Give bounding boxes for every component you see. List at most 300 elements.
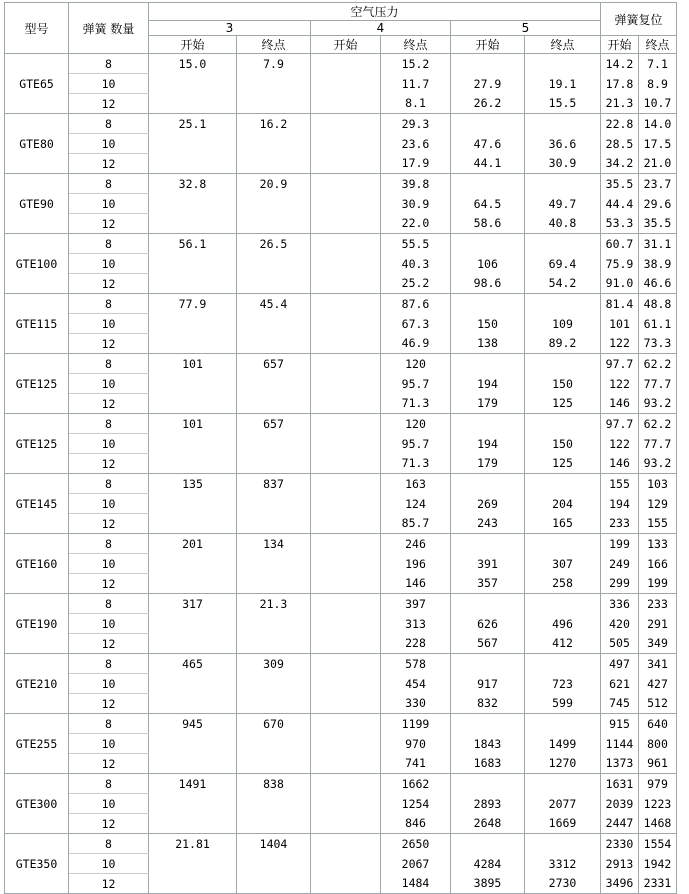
- spring-count-cell: 8: [69, 534, 149, 554]
- p4-start-cell: [311, 114, 381, 134]
- table-row: [5, 314, 677, 334]
- return-end-cell: 77.7: [639, 374, 677, 394]
- p3-start-cell: [149, 734, 237, 754]
- p4-end-cell: 17.9: [381, 154, 451, 174]
- p5-start-cell: 44.1: [451, 154, 525, 174]
- p4-start-cell: [311, 94, 381, 114]
- return-end-cell: 35.5: [639, 214, 677, 234]
- p3-start-cell: [149, 134, 237, 154]
- p3-start-cell: [149, 434, 237, 454]
- p5-end-cell: 723: [525, 674, 601, 694]
- spring-count-cell: 12: [69, 454, 149, 474]
- spring-count-cell: 8: [69, 54, 149, 74]
- return-end-cell: 14.0: [639, 114, 677, 134]
- p4-start-cell: [311, 654, 381, 674]
- p3-start-cell: [149, 94, 237, 114]
- p4-start-cell: [311, 514, 381, 534]
- p3-start-cell: 25.1: [149, 114, 237, 134]
- p4-end-cell: 196: [381, 554, 451, 574]
- p4-start-cell: [311, 594, 381, 614]
- table-row: [5, 254, 677, 274]
- return-start-cell: 75.9: [601, 254, 639, 274]
- p3-end-cell: [237, 394, 311, 414]
- return-start-cell: 420: [601, 614, 639, 634]
- model-cell: GTE100: [5, 234, 69, 294]
- p3-end-cell: [237, 74, 311, 94]
- table-row: [5, 334, 677, 354]
- p5-end-cell: 1270: [525, 754, 601, 774]
- return-start-cell: 336: [601, 594, 639, 614]
- p4-start-cell: [311, 734, 381, 754]
- p3-end-cell: 7.9: [237, 54, 311, 74]
- return-end-cell: 46.6: [639, 274, 677, 294]
- p4-start-cell: [311, 174, 381, 194]
- p4-end-cell: 1199: [381, 714, 451, 734]
- table-row: [5, 494, 677, 514]
- return-end-cell: 48.8: [639, 294, 677, 314]
- p3-end-cell: [237, 214, 311, 234]
- return-end-cell: 349: [639, 634, 677, 654]
- header-pressure-4: 4: [311, 21, 451, 36]
- return-start-cell: 1373: [601, 754, 639, 774]
- return-start-cell: 97.7: [601, 414, 639, 434]
- p5-end-cell: [525, 414, 601, 434]
- p4-end-cell: 330: [381, 694, 451, 714]
- p5-end-cell: 125: [525, 394, 601, 414]
- return-end-cell: 73.3: [639, 334, 677, 354]
- p5-start-cell: [451, 294, 525, 314]
- table-row: [5, 74, 677, 94]
- p4-start-cell: [311, 774, 381, 794]
- model-cell: GTE125: [5, 354, 69, 414]
- p3-start-cell: [149, 874, 237, 894]
- p3-start-cell: [149, 374, 237, 394]
- return-end-cell: 2331: [639, 874, 677, 894]
- header-return-start: 开始: [601, 36, 639, 54]
- p3-end-cell: 657: [237, 354, 311, 374]
- p5-start-cell: 150: [451, 314, 525, 334]
- p4-end-cell: 163: [381, 474, 451, 494]
- table-row: [5, 774, 677, 794]
- p4-end-cell: 228: [381, 634, 451, 654]
- p5-end-cell: [525, 114, 601, 134]
- return-start-cell: 2447: [601, 814, 639, 834]
- p3-start-cell: [149, 514, 237, 534]
- p5-end-cell: [525, 354, 601, 374]
- p5-start-cell: [451, 414, 525, 434]
- p4-start-cell: [311, 494, 381, 514]
- model-cell: GTE65: [5, 54, 69, 114]
- spring-count-cell: 10: [69, 134, 149, 154]
- p3-end-cell: 838: [237, 774, 311, 794]
- return-start-cell: 122: [601, 374, 639, 394]
- p4-end-cell: 25.2: [381, 274, 451, 294]
- p4-end-cell: 85.7: [381, 514, 451, 534]
- return-end-cell: 77.7: [639, 434, 677, 454]
- p3-start-cell: 465: [149, 654, 237, 674]
- p5-start-cell: 194: [451, 374, 525, 394]
- return-start-cell: 122: [601, 334, 639, 354]
- p5-end-cell: 54.2: [525, 274, 601, 294]
- p3-start-cell: [149, 814, 237, 834]
- p5-start-cell: 2648: [451, 814, 525, 834]
- return-start-cell: 745: [601, 694, 639, 714]
- return-end-cell: 1942: [639, 854, 677, 874]
- return-end-cell: 62.2: [639, 414, 677, 434]
- table-row: [5, 114, 677, 134]
- return-start-cell: 14.2: [601, 54, 639, 74]
- header-p5-end: 终点: [525, 36, 601, 54]
- p5-end-cell: [525, 294, 601, 314]
- spec-table-body: [5, 54, 677, 894]
- spec-table-container: [4, 2, 677, 894]
- p3-start-cell: [149, 254, 237, 274]
- return-start-cell: 621: [601, 674, 639, 694]
- p4-start-cell: [311, 354, 381, 374]
- p3-start-cell: [149, 574, 237, 594]
- table-row: [5, 574, 677, 594]
- p5-start-cell: 1683: [451, 754, 525, 774]
- p3-start-cell: [149, 554, 237, 574]
- return-end-cell: 427: [639, 674, 677, 694]
- spring-count-cell: 10: [69, 494, 149, 514]
- p5-start-cell: 179: [451, 454, 525, 474]
- p3-end-cell: 134: [237, 534, 311, 554]
- p5-end-cell: 1499: [525, 734, 601, 754]
- p4-end-cell: 23.6: [381, 134, 451, 154]
- spring-count-cell: 10: [69, 554, 149, 574]
- p3-start-cell: [149, 634, 237, 654]
- spring-count-cell: 10: [69, 434, 149, 454]
- p3-start-cell: [149, 674, 237, 694]
- p3-end-cell: [237, 154, 311, 174]
- p4-start-cell: [311, 374, 381, 394]
- p5-start-cell: [451, 54, 525, 74]
- spring-count-cell: 10: [69, 254, 149, 274]
- p5-start-cell: 567: [451, 634, 525, 654]
- spring-count-cell: 12: [69, 94, 149, 114]
- p3-start-cell: 135: [149, 474, 237, 494]
- table-row: [5, 214, 677, 234]
- p3-end-cell: [237, 694, 311, 714]
- p3-end-cell: [237, 674, 311, 694]
- return-start-cell: 44.4: [601, 194, 639, 214]
- p4-start-cell: [311, 834, 381, 854]
- spring-count-cell: 10: [69, 74, 149, 94]
- spring-count-cell: 10: [69, 614, 149, 634]
- return-end-cell: 129: [639, 494, 677, 514]
- table-row: [5, 414, 677, 434]
- return-start-cell: 2039: [601, 794, 639, 814]
- p3-start-cell: [149, 614, 237, 634]
- return-end-cell: 961: [639, 754, 677, 774]
- return-start-cell: 199: [601, 534, 639, 554]
- p5-end-cell: [525, 654, 601, 674]
- p5-start-cell: 626: [451, 614, 525, 634]
- spring-count-cell: 10: [69, 314, 149, 334]
- p4-start-cell: [311, 634, 381, 654]
- p3-start-cell: 32.8: [149, 174, 237, 194]
- p3-end-cell: [237, 334, 311, 354]
- table-row: [5, 194, 677, 214]
- p5-start-cell: 2893: [451, 794, 525, 814]
- p5-start-cell: 3895: [451, 874, 525, 894]
- table-row: [5, 454, 677, 474]
- p5-end-cell: [525, 474, 601, 494]
- p4-end-cell: 71.3: [381, 454, 451, 474]
- return-start-cell: 34.2: [601, 154, 639, 174]
- p5-start-cell: 64.5: [451, 194, 525, 214]
- model-cell: GTE80: [5, 114, 69, 174]
- table-row: [5, 294, 677, 314]
- p3-end-cell: 45.4: [237, 294, 311, 314]
- p5-start-cell: 1843: [451, 734, 525, 754]
- spring-count-cell: 12: [69, 274, 149, 294]
- p5-start-cell: 357: [451, 574, 525, 594]
- p3-end-cell: [237, 874, 311, 894]
- p3-end-cell: 670: [237, 714, 311, 734]
- p4-start-cell: [311, 794, 381, 814]
- table-row: [5, 794, 677, 814]
- p4-start-cell: [311, 334, 381, 354]
- return-start-cell: 97.7: [601, 354, 639, 374]
- p4-end-cell: 454: [381, 674, 451, 694]
- table-row: [5, 694, 677, 714]
- p5-start-cell: [451, 834, 525, 854]
- p5-start-cell: [451, 714, 525, 734]
- spring-count-cell: 8: [69, 654, 149, 674]
- p4-start-cell: [311, 234, 381, 254]
- p5-end-cell: 307: [525, 554, 601, 574]
- p5-start-cell: 179: [451, 394, 525, 414]
- table-row: [5, 374, 677, 394]
- return-end-cell: 979: [639, 774, 677, 794]
- table-row: [5, 674, 677, 694]
- return-start-cell: 91.0: [601, 274, 639, 294]
- spring-count-cell: 8: [69, 594, 149, 614]
- p3-end-cell: [237, 194, 311, 214]
- p4-end-cell: 15.2: [381, 54, 451, 74]
- table-row: [5, 154, 677, 174]
- p5-start-cell: 243: [451, 514, 525, 534]
- p4-end-cell: 846: [381, 814, 451, 834]
- p3-end-cell: 837: [237, 474, 311, 494]
- table-row: [5, 614, 677, 634]
- p4-end-cell: 741: [381, 754, 451, 774]
- table-row: [5, 354, 677, 374]
- p3-start-cell: 21.81: [149, 834, 237, 854]
- return-start-cell: 81.4: [601, 294, 639, 314]
- p5-end-cell: [525, 174, 601, 194]
- table-row: [5, 54, 677, 74]
- p3-end-cell: [237, 554, 311, 574]
- spring-count-cell: 8: [69, 834, 149, 854]
- return-end-cell: 1468: [639, 814, 677, 834]
- table-row: [5, 234, 677, 254]
- return-start-cell: 194: [601, 494, 639, 514]
- header-p4-end: 终点: [381, 36, 451, 54]
- header-pressure-3: 3: [149, 21, 311, 36]
- p5-start-cell: 832: [451, 694, 525, 714]
- return-end-cell: 21.0: [639, 154, 677, 174]
- p4-end-cell: 30.9: [381, 194, 451, 214]
- p3-start-cell: 201: [149, 534, 237, 554]
- p3-end-cell: [237, 254, 311, 274]
- p3-end-cell: [237, 274, 311, 294]
- table-row: [5, 874, 677, 894]
- p4-end-cell: 397: [381, 594, 451, 614]
- spring-count-cell: 12: [69, 394, 149, 414]
- model-cell: GTE115: [5, 294, 69, 354]
- p4-start-cell: [311, 294, 381, 314]
- p4-end-cell: 39.8: [381, 174, 451, 194]
- p4-start-cell: [311, 134, 381, 154]
- table-row: [5, 514, 677, 534]
- p4-start-cell: [311, 414, 381, 434]
- p5-end-cell: [525, 714, 601, 734]
- return-end-cell: 1223: [639, 794, 677, 814]
- p5-end-cell: 412: [525, 634, 601, 654]
- p4-start-cell: [311, 214, 381, 234]
- spring-count-cell: 12: [69, 154, 149, 174]
- p3-start-cell: [149, 274, 237, 294]
- spring-count-cell: 10: [69, 194, 149, 214]
- return-end-cell: 17.5: [639, 134, 677, 154]
- p4-start-cell: [311, 194, 381, 214]
- p3-end-cell: [237, 794, 311, 814]
- spring-count-cell: 12: [69, 214, 149, 234]
- p4-end-cell: 124: [381, 494, 451, 514]
- return-end-cell: 233: [639, 594, 677, 614]
- p4-start-cell: [311, 394, 381, 414]
- p4-end-cell: 313: [381, 614, 451, 634]
- p3-end-cell: 16.2: [237, 114, 311, 134]
- p4-start-cell: [311, 674, 381, 694]
- spring-count-cell: 10: [69, 734, 149, 754]
- p4-end-cell: 578: [381, 654, 451, 674]
- p4-end-cell: 970: [381, 734, 451, 754]
- p4-end-cell: 1254: [381, 794, 451, 814]
- p4-start-cell: [311, 54, 381, 74]
- p4-start-cell: [311, 874, 381, 894]
- return-start-cell: 21.3: [601, 94, 639, 114]
- table-row: [5, 854, 677, 874]
- model-cell: GTE350: [5, 834, 69, 894]
- p4-end-cell: 55.5: [381, 234, 451, 254]
- p4-start-cell: [311, 314, 381, 334]
- p5-end-cell: 89.2: [525, 334, 601, 354]
- p3-end-cell: 1404: [237, 834, 311, 854]
- p4-end-cell: 95.7: [381, 374, 451, 394]
- return-start-cell: 2330: [601, 834, 639, 854]
- spec-table: [4, 2, 677, 894]
- p3-start-cell: [149, 194, 237, 214]
- p3-start-cell: [149, 314, 237, 334]
- p3-start-cell: [149, 154, 237, 174]
- return-start-cell: 3496: [601, 874, 639, 894]
- p5-end-cell: 150: [525, 374, 601, 394]
- p3-start-cell: [149, 454, 237, 474]
- p4-start-cell: [311, 814, 381, 834]
- p3-start-cell: 101: [149, 354, 237, 374]
- header-return-end: 终点: [639, 36, 677, 54]
- return-end-cell: 29.6: [639, 194, 677, 214]
- p4-end-cell: 46.9: [381, 334, 451, 354]
- return-end-cell: 7.1: [639, 54, 677, 74]
- p4-end-cell: 120: [381, 414, 451, 434]
- return-end-cell: 1554: [639, 834, 677, 854]
- p4-end-cell: 11.7: [381, 74, 451, 94]
- p4-start-cell: [311, 574, 381, 594]
- p4-start-cell: [311, 754, 381, 774]
- p4-start-cell: [311, 434, 381, 454]
- table-row: [5, 634, 677, 654]
- p5-start-cell: [451, 234, 525, 254]
- p3-end-cell: 309: [237, 654, 311, 674]
- p3-start-cell: [149, 794, 237, 814]
- return-start-cell: 22.8: [601, 114, 639, 134]
- return-end-cell: 61.1: [639, 314, 677, 334]
- spring-count-cell: 12: [69, 874, 149, 894]
- spring-count-cell: 8: [69, 714, 149, 734]
- p3-start-cell: 77.9: [149, 294, 237, 314]
- header-p3-end: 终点: [237, 36, 311, 54]
- p4-start-cell: [311, 534, 381, 554]
- table-row: [5, 174, 677, 194]
- table-row: [5, 394, 677, 414]
- spring-count-cell: 10: [69, 854, 149, 874]
- p3-start-cell: [149, 334, 237, 354]
- table-row: [5, 274, 677, 294]
- spring-count-cell: 10: [69, 374, 149, 394]
- return-start-cell: 146: [601, 394, 639, 414]
- p5-start-cell: 27.9: [451, 74, 525, 94]
- p5-start-cell: 194: [451, 434, 525, 454]
- return-start-cell: 299: [601, 574, 639, 594]
- return-start-cell: 17.8: [601, 74, 639, 94]
- p5-end-cell: 496: [525, 614, 601, 634]
- p5-end-cell: 204: [525, 494, 601, 514]
- model-cell: GTE160: [5, 534, 69, 594]
- return-end-cell: 512: [639, 694, 677, 714]
- p5-start-cell: [451, 114, 525, 134]
- return-end-cell: 166: [639, 554, 677, 574]
- p4-start-cell: [311, 154, 381, 174]
- spring-count-cell: 8: [69, 294, 149, 314]
- p4-start-cell: [311, 554, 381, 574]
- table-row: [5, 134, 677, 154]
- p5-end-cell: [525, 534, 601, 554]
- model-cell: GTE255: [5, 714, 69, 774]
- p3-end-cell: [237, 634, 311, 654]
- p4-start-cell: [311, 474, 381, 494]
- p3-start-cell: 15.0: [149, 54, 237, 74]
- p5-start-cell: [451, 594, 525, 614]
- p4-end-cell: 67.3: [381, 314, 451, 334]
- p5-end-cell: 49.7: [525, 194, 601, 214]
- spring-count-cell: 8: [69, 474, 149, 494]
- p3-end-cell: [237, 574, 311, 594]
- return-end-cell: 103: [639, 474, 677, 494]
- p5-start-cell: 391: [451, 554, 525, 574]
- p5-end-cell: [525, 774, 601, 794]
- table-row: [5, 814, 677, 834]
- p3-start-cell: 1491: [149, 774, 237, 794]
- table-row: [5, 594, 677, 614]
- p3-end-cell: [237, 434, 311, 454]
- p4-end-cell: 1484: [381, 874, 451, 894]
- p4-start-cell: [311, 454, 381, 474]
